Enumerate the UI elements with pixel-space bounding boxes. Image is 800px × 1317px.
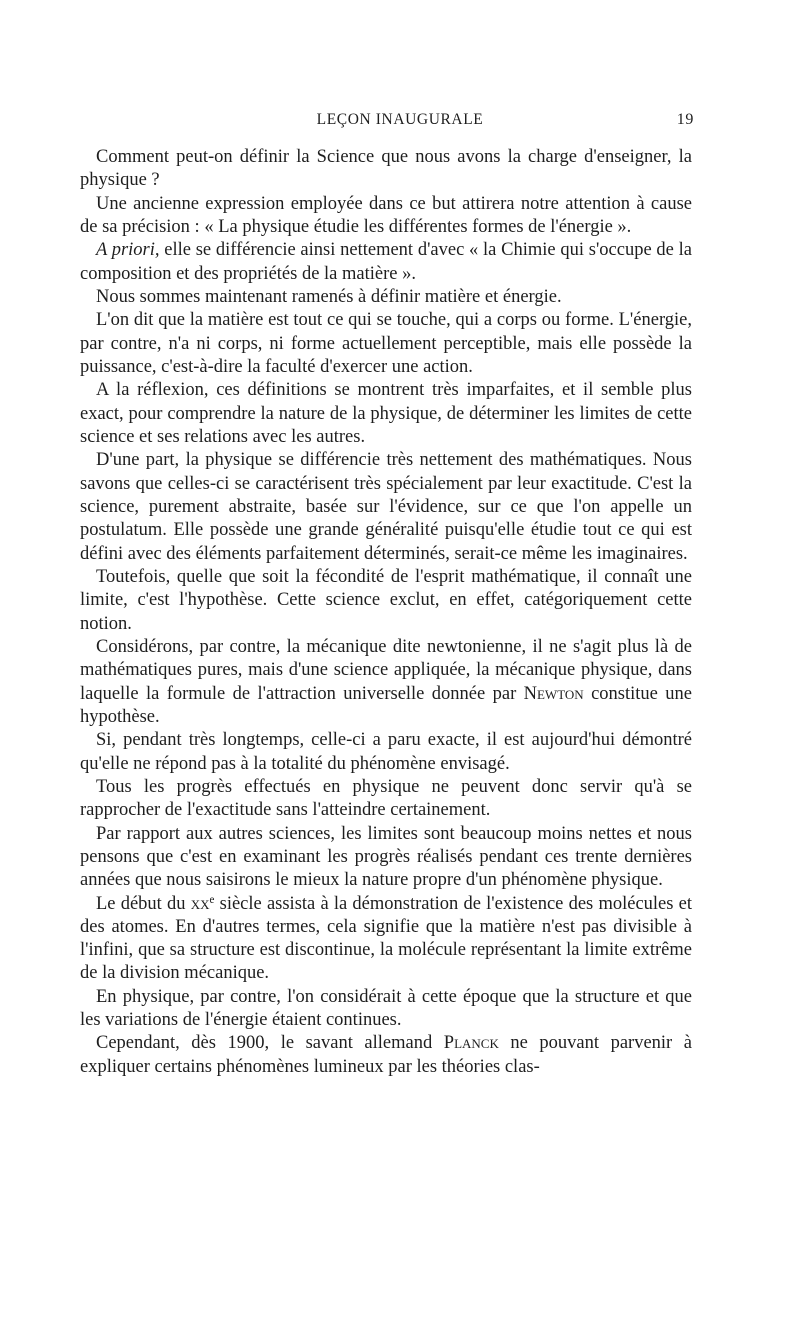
paragraph-text: Tous les progrès effectués en physique ne peuvent donc servir qu'à se rapprocher de l'exactitude sans l'atteindre certainement. [80, 776, 692, 821]
paragraph-text: constitue une hypothèse. [80, 683, 692, 727]
paragraph-text: Par rapport aux autres sciences, les limites sont beaucoup moins nettes et nous pensons que c'est en examinant les progrès réalisés pendant ces trente dernières années que nous saisirons le mieux la nature propre d'un phénomène physique. [80, 823, 692, 891]
paragraph [80, 893, 692, 986]
paragraph-text: Comment peut-on définir la Science que nous avons la charge d'enseigner, la physique ? [80, 147, 692, 191]
paragraph-text: ne pouvant parvenir à expliquer certains phénomènes lumineux par les théories clas- [80, 1033, 692, 1077]
century-numeral: xx [190, 893, 210, 914]
author-name: Planck [443, 1033, 499, 1054]
paragraph-text: Nous sommes maintenant ramenés à définir matière et énergie. [96, 286, 562, 307]
paragraph-text: A la réflexion, ces définitions se montrent très imparfaites, et il semble plus exact, pour comprendre la nature de la physique, de déterminer les limites de cette science et ses relations avec les autres. [80, 380, 692, 447]
paragraph [80, 986, 692, 1033]
paragraph [80, 309, 692, 379]
paragraph [80, 449, 692, 566]
paragraph [80, 286, 692, 309]
paragraph-text: En physique, par contre, l'on considérait à cette époque que la structure et que les variations de l'énergie étaient continues. [80, 986, 692, 1031]
paragraph [80, 379, 692, 449]
paragraph-text: Une ancienne expression employée dans ce but attirera notre attention à cause de sa précision : « La physique étudie les différentes formes de l'énergie ». [80, 193, 692, 237]
paragraph-text: Toutefois, quelle que soit la fécondité de l'esprit mathématique, il connaît une limite, c'est l'hypothèse. Cette science exclut, en effet, catégoriquement cette notion. [80, 566, 692, 634]
paragraph [80, 776, 692, 823]
paragraph [80, 823, 692, 893]
paragraph [80, 1032, 692, 1079]
italic-lead: A priori, [96, 240, 160, 261]
paragraph-text: Si, pendant très longtemps, celle-ci a paru exacte, il est aujourd'hui démontré qu'elle ne répond pas à la totalité du phénomène envisagé. [80, 730, 692, 774]
paragraph [80, 146, 692, 193]
paragraph-text: elle se différencie ainsi nettement d'avec « la Chimie qui s'occupe de la composition et des propriétés de la matière ». [80, 240, 692, 284]
page-number: 19 [676, 111, 694, 128]
paragraph-text: Cependant, dès 1900, le savant allemand [96, 1033, 444, 1054]
paragraph-text: siècle assista à la démonstration de l'existence des molécules et des atomes. En d'autres termes, cela signifie que la matière n'est pas divisible à l'infini, que sa structure est discontinue, la molécule représentant la limite extrême de la division mécanique. [80, 893, 692, 984]
author-name: Newton [523, 683, 584, 704]
paragraph [80, 193, 692, 240]
paragraph [80, 566, 692, 636]
paragraph [80, 239, 692, 286]
paragraph [80, 636, 692, 729]
paragraph [80, 729, 692, 776]
running-header [0, 111, 800, 135]
paragraph-text: D'une part, la physique se différencie très nettement des mathématiques. Nous savons que celles-ci se caractérisent très spécialement par leur exactitude. C'est la science, purement abstraite, basée sur l'évidence, sur ce que l'on appelle un postulatum. Elle possède une grande généralité puisqu'elle étudie tout ce qui est défini avec des éléments parfaitement déterminés, serait-ce même les imaginaires. [80, 450, 692, 564]
body-text [80, 146, 692, 1079]
paragraph-text: Considérons, par contre, la mécanique dite newtonienne, il ne s'agit plus là de mathématiques pures, mais d'une science appliquée, la mécanique physique, dans laquelle la formule de l'attraction universelle donnée par [80, 636, 692, 704]
paragraph-text: Le début du [96, 893, 191, 914]
chapter-title: LEÇON INAUGURALE [316, 111, 484, 128]
superscript: e [209, 893, 215, 906]
paragraph-text: L'on dit que la matière est tout ce qui se touche, qui a corps ou forme. L'énergie, par contre, n'a ni corps, ni forme actuellement perceptible, mais elle possède la puissance, c'est-à-dire la faculté d'exercer une action. [80, 310, 692, 377]
